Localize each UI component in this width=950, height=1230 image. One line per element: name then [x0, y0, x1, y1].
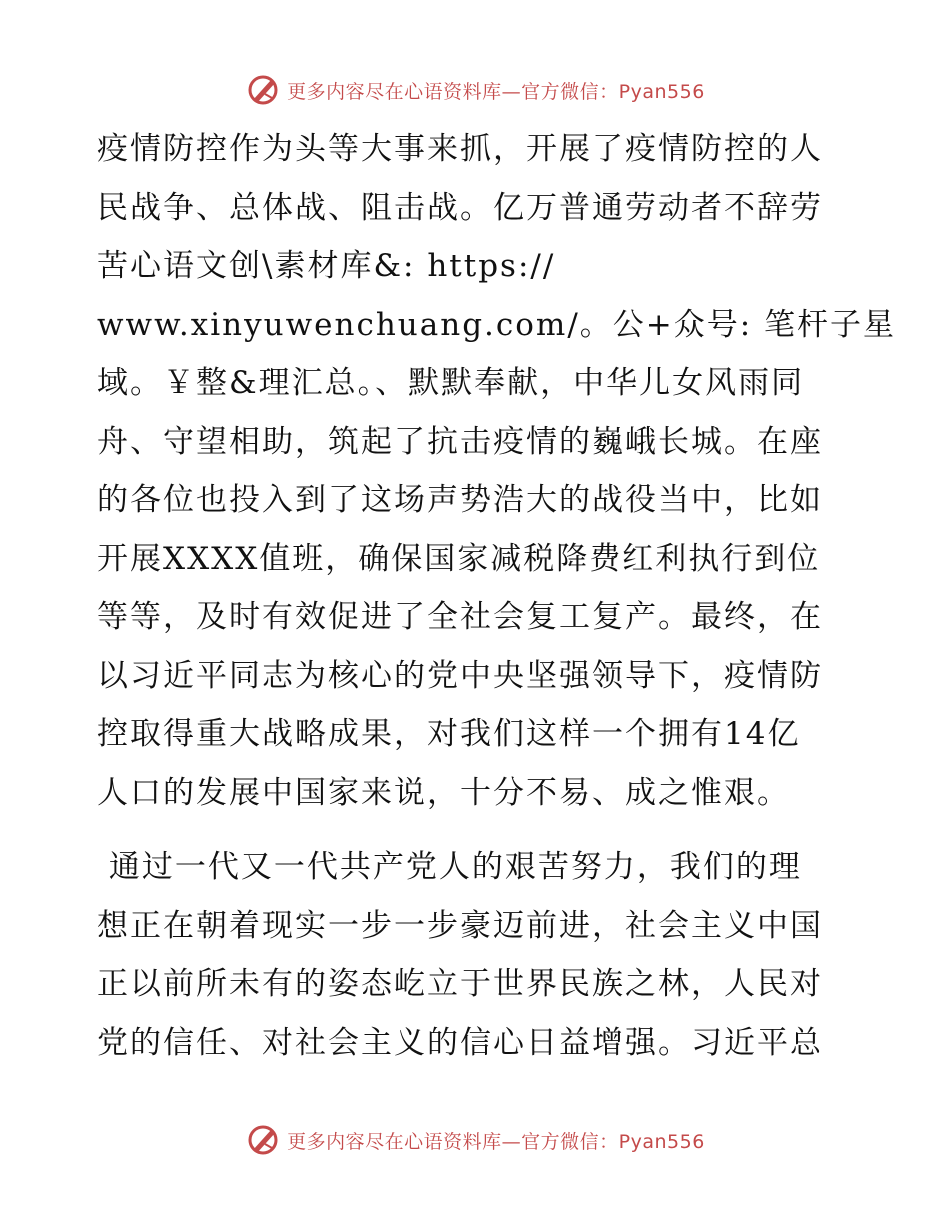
paragraph-2-line: 通过一代又一代共产党人的艰苦努力，我们的理: [97, 849, 802, 885]
footer-banner: [0, 1120, 950, 1160]
footer-banner-text: [287, 1127, 705, 1154]
paragraph-1-line: 苦心语文创\素材库&: https://: [97, 248, 556, 284]
paragraph-1-line: www.xinyuwenchuang.com/。公+众号: 笔杆子星: [97, 306, 897, 343]
paragraph-1-line: 开展XXXX值班，确保国家减税降费红利执行到位: [97, 540, 821, 577]
header-banner-main: 更多内容尽在心语资料库—官方微信：: [287, 80, 619, 103]
paragraph-2-line: 党的信任、对社会主义的信心日益增强。习近平总: [97, 1024, 823, 1061]
paragraph-1-line: 控取得重大战略成果，对我们这样一个拥有14亿: [97, 716, 801, 752]
header-banner-text: [287, 77, 705, 104]
paragraph-2-line: 想正在朝着现实一步一步豪迈前进，社会主义中国: [97, 907, 823, 944]
header-banner: [0, 70, 950, 110]
pen-logo-icon: [245, 1122, 281, 1158]
paragraph-1-line: 人口的发展中国家来说，十分不易、成之惟艰。: [97, 774, 790, 811]
paragraph-2: [97, 838, 857, 1072]
paragraph-1-line: 的各位也投入到了这场声势浩大的战役当中，比如: [97, 482, 823, 518]
header-banner-id: Pyan556: [618, 80, 705, 103]
footer-banner-main: 更多内容尽在心语资料库—官方微信：: [287, 1130, 619, 1153]
paragraph-1-line: 以习近平同志为核心的党中央坚强领导下，疫情防: [97, 657, 823, 694]
document-body: [97, 120, 897, 1072]
paragraph-spacer: [97, 822, 857, 838]
paragraph-1: [97, 120, 897, 822]
paragraph-1-line: 民战争、总体战、阻击战。亿万普通劳动者不辞劳: [97, 189, 823, 226]
paragraph-1-line: 域。￥整&理汇总。、默默奉献，中华儿女风雨同: [97, 365, 805, 401]
pen-logo-icon: [245, 72, 281, 108]
footer-banner-id: Pyan556: [618, 1130, 705, 1153]
paragraph-1-line: 舟、守望相助，筑起了抗击疫情的巍峨长城。在座: [97, 423, 823, 460]
paragraph-2-line: 正以前所未有的姿态屹立于世界民族之林，人民对: [97, 966, 823, 1002]
paragraph-1-line: 等等，及时有效促进了全社会复工复产。最终，在: [97, 599, 823, 635]
paragraph-1-line: 疫情防控作为头等大事来抓，开展了疫情防控的人: [97, 131, 823, 167]
